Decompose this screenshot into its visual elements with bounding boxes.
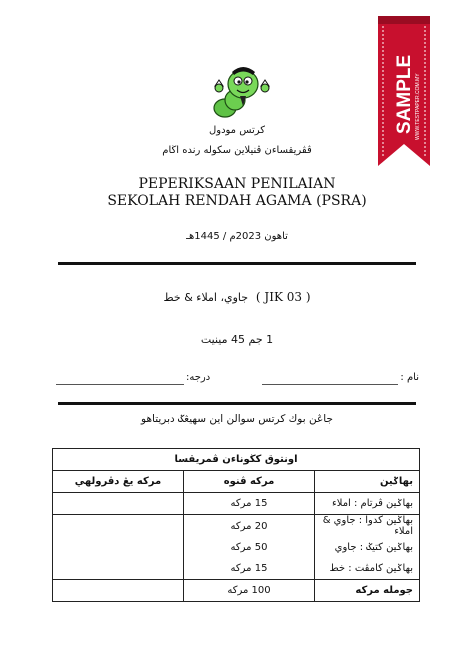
table-row bbox=[53, 515, 420, 538]
divider-top bbox=[58, 262, 416, 265]
obtained-marks-cell[interactable] bbox=[53, 515, 184, 538]
header-section: بهاݢين bbox=[315, 471, 420, 493]
obtained-marks-cell[interactable] bbox=[53, 558, 184, 580]
full-marks-cell: 20 مرکه bbox=[184, 515, 315, 538]
exam-title-line2: SEKOLAH RENDAH AGAMA (PSRA) bbox=[107, 193, 367, 209]
section-cell: بهاݢين کتيݢ : جاوي bbox=[315, 537, 420, 558]
obtained-marks-cell[interactable] bbox=[53, 537, 184, 558]
total-row bbox=[53, 580, 420, 602]
subject-line bbox=[0, 290, 474, 304]
ribbon-site-text: WWW.TESTPAPER.COM.MY bbox=[415, 73, 421, 140]
sample-ribbon bbox=[372, 16, 436, 166]
table-row bbox=[53, 537, 420, 558]
caterpillar-mascot-logo bbox=[205, 50, 277, 122]
section-cell: بهاݢين کدوا : جاوي & املاء bbox=[315, 515, 420, 538]
series-name: ڤڤريقساءن ڤنيلاين سکوله رنده اڬام bbox=[162, 145, 312, 156]
subject-code: ( JIK 03 ) bbox=[255, 290, 311, 304]
table-row bbox=[53, 558, 420, 580]
obtained-marks-cell[interactable] bbox=[53, 493, 184, 515]
marks-table bbox=[52, 448, 420, 602]
header-obtained-marks: مرکه يڠ دڤرولهي bbox=[53, 471, 184, 493]
full-marks-cell: 50 مرکه bbox=[184, 537, 315, 558]
divider-bottom bbox=[58, 402, 416, 405]
class-field[interactable] bbox=[56, 384, 184, 385]
section-cell: بهاݢين کامڤت : خط bbox=[315, 558, 420, 580]
table-row bbox=[53, 493, 420, 515]
name-label: نام : bbox=[400, 372, 419, 383]
total-value: 100 مرکه bbox=[184, 580, 315, 602]
book-name: کرتس مودول bbox=[208, 125, 266, 136]
marks-table-title: اونتوق کڬوناءن ڤمريقسا bbox=[53, 449, 420, 471]
ribbon-text: SAMPLE bbox=[394, 54, 415, 134]
full-marks-cell: 15 مرکه bbox=[184, 493, 315, 515]
total-label: جومله مرکه bbox=[315, 580, 420, 602]
total-obtained-cell[interactable] bbox=[53, 580, 184, 602]
exam-duration: 1 جم 45 مينيت bbox=[200, 333, 274, 346]
full-marks-cell: 15 مرکه bbox=[184, 558, 315, 580]
exam-year: تاهون 2023م / 1445هـ bbox=[186, 231, 288, 242]
name-field[interactable] bbox=[262, 384, 398, 385]
class-label: درجه: bbox=[186, 372, 211, 383]
instruction-text: جاڠن بوك کرتس سوالن اين سهيڠݢ دبريتاهو bbox=[141, 413, 333, 425]
header-full-marks: مرکه ڤنوه bbox=[184, 471, 315, 493]
section-cell: بهاݢين ڤرتام : املاء bbox=[315, 493, 420, 515]
subject-name: جاوي، املاء & خط bbox=[163, 291, 249, 304]
exam-title-line1: PEPERIKSAAN PENILAIAN bbox=[138, 176, 336, 192]
